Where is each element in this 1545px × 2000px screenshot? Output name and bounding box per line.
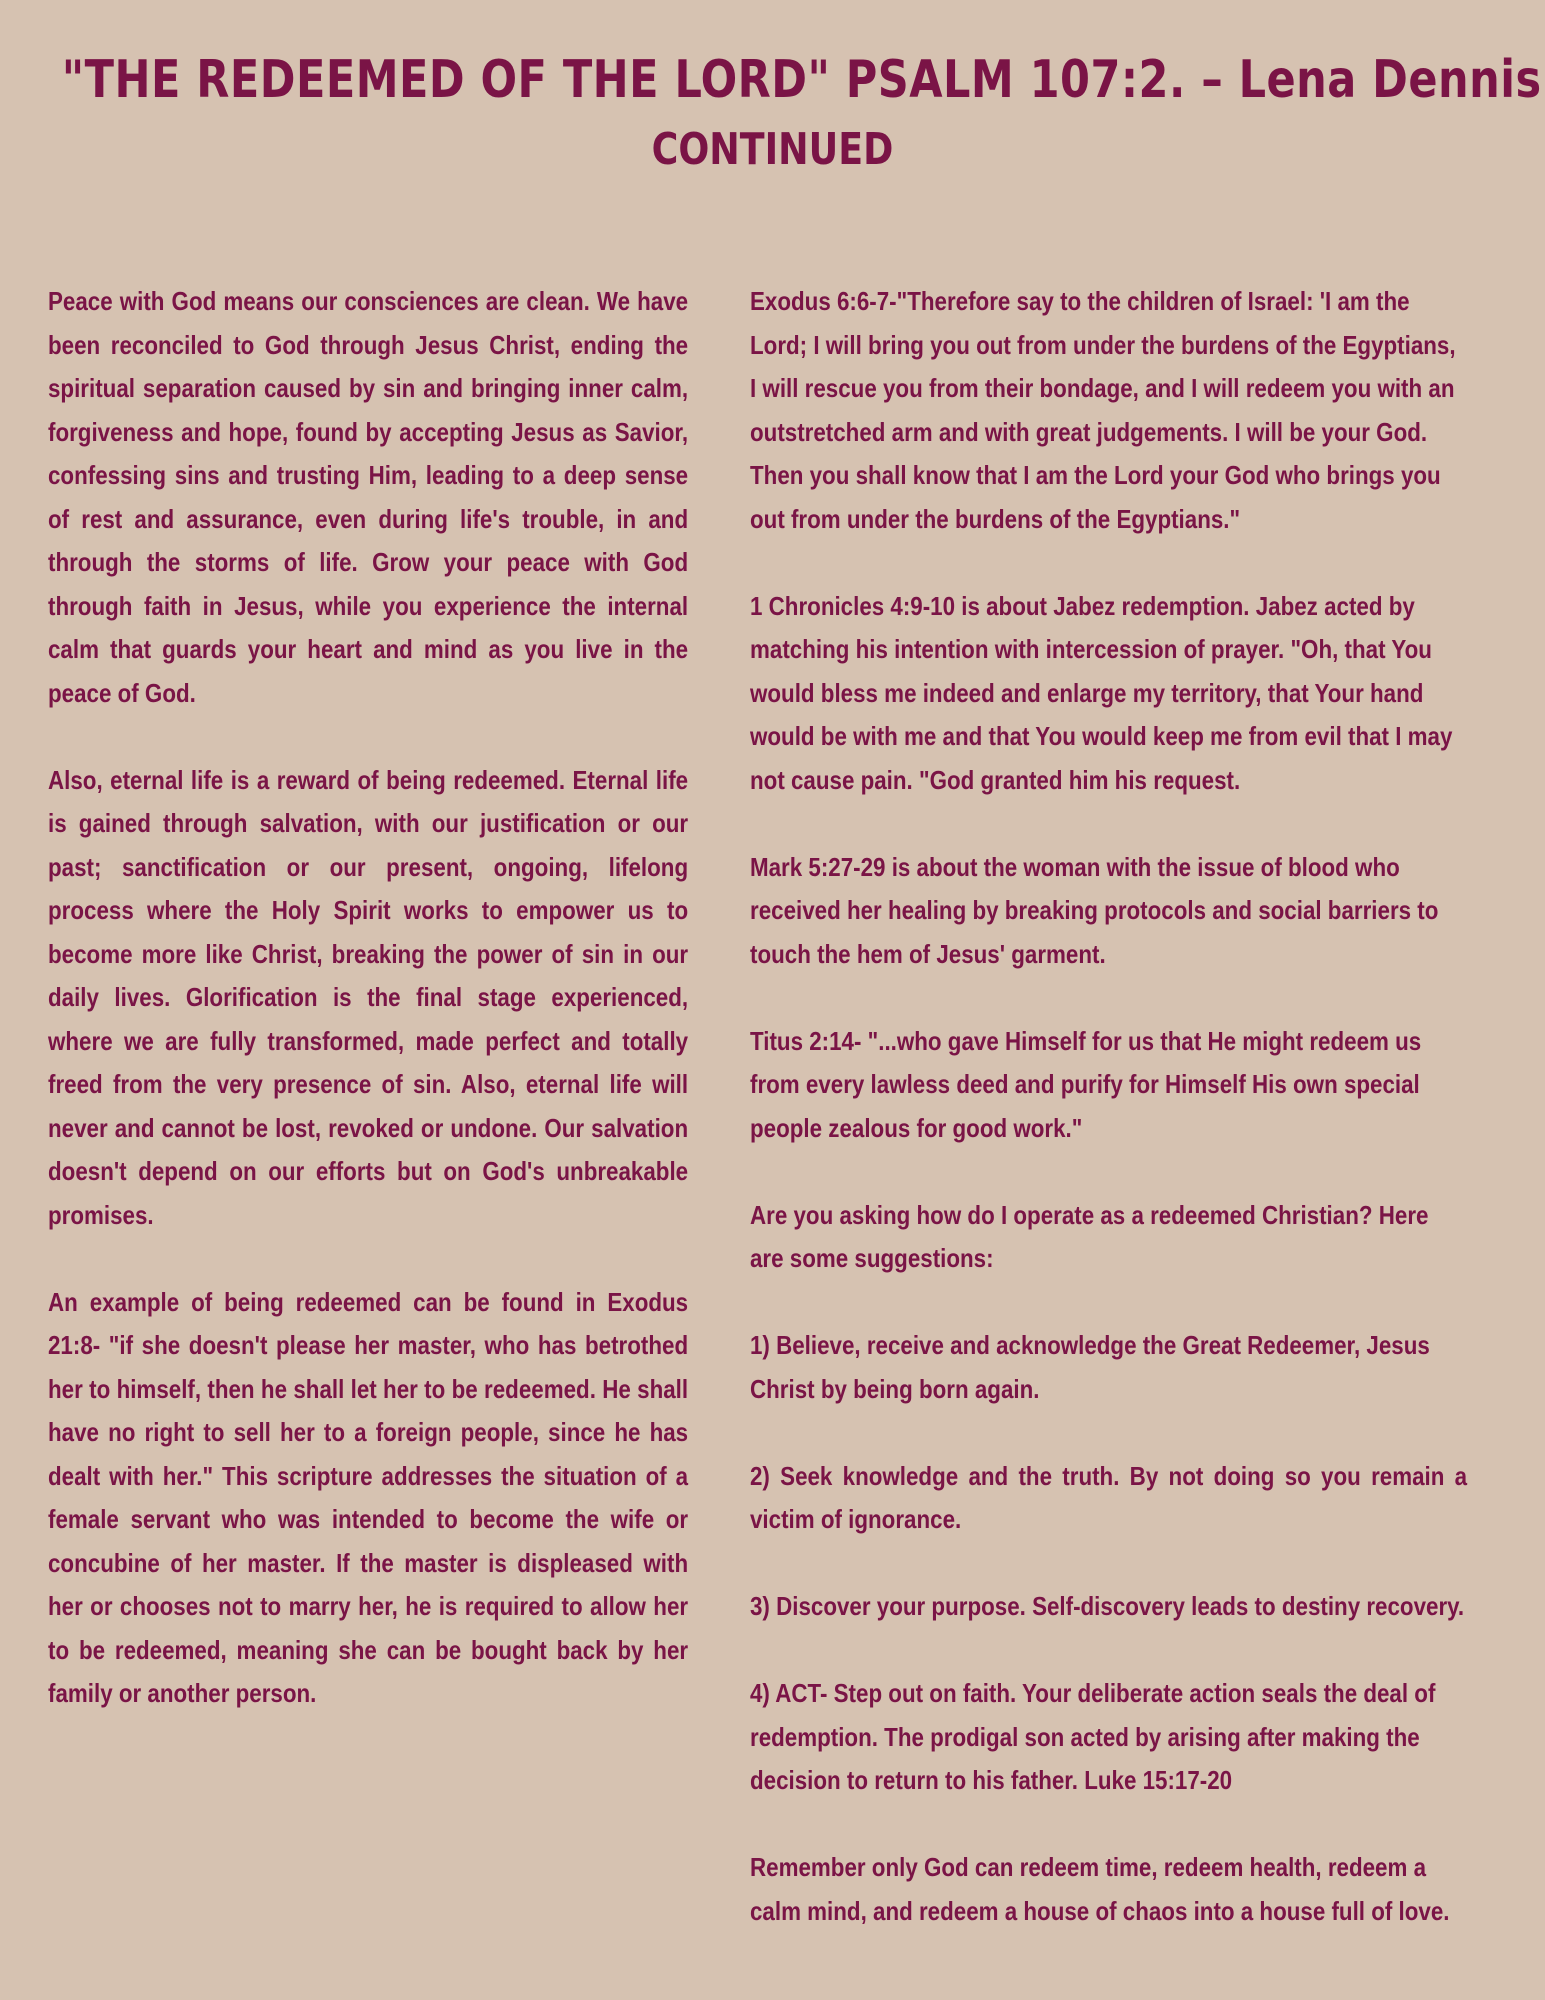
suggestion-1: 1) Believe, receive and acknowledge the Great Redeemer, Jesus Christ by being born again. <box>750 1330 1430 1404</box>
suggestion-2: 2) Seek knowledge and the truth. By not doing so you remain a victim of ignorance. <box>750 1460 1468 1534</box>
left-column <box>48 280 688 1759</box>
right-column <box>750 280 1467 1977</box>
page-title: "THE REDEEMED OF THE LORD" PSALM 107:2. – Lena Dennis <box>61 50 1542 110</box>
suggestion-4: 4) ACT- Step out on faith. Your deliberate action seals the deal of redemption. The prodigal son acted by arising after making the decision to return to his father. Luke 15:17-20 <box>750 1678 1436 1795</box>
paragraph-suggestions-intro: Are you asking how do I operate as a redeemed Christian? Here are some suggestions: <box>750 1199 1429 1273</box>
paragraph-peace-with-god: Peace with God means our consciences are clean. We have been reconciled to God through Jesus Christ, ending the spiritual separation caused by sin and bringing inner calm, forgiveness and hope, found by accepting Jesus as Savior, confessing sins and trusting Him, leading to a deep sense of rest and assurance, even during life's trouble, in and through the storms of life. Grow your peace with God through faith in Jesus, while you experience the internal calm that guards your heart and mind as you live in the peace of God. <box>48 286 689 708</box>
paragraph-eternal-life: Also, eternal life is a reward of being redeemed. Eternal life is gained through salvation, with our justification or our past; sanctification or our present, ongoing, lifelong process where the Holy Spirit works to empower us to become more like Christ, breaking the power of sin in our daily lives. Glorification is the final stage experienced, where we are fully transformed, made perfect and totally freed from the very presence of sin. Also, eternal life will never and cannot be lost, revoked or undone. Our salvation doesn't depend on our efforts but on God's unbreakable promises. <box>48 764 689 1230</box>
paragraph-1-chronicles: 1 Chronicles 4:9-10 is about Jabez redemption. Jabez acted by matching his intention with intercession of prayer. "Oh, that You would bless me indeed and enlarge my territory, that Your hand would be with me and that You would keep me from evil that I may not cause pain. "God granted him his request. <box>750 590 1453 795</box>
paragraph-closing: Remember only God can redeem time, redeem health, redeem a calm mind, and redeem a house of chaos into a house full of love. <box>750 1852 1450 1926</box>
paragraph-titus-2: Titus 2:14- "...who gave Himself for us that He might redeem us from every lawless deed and purify for Himself His own special people zealous for good work." <box>750 1025 1422 1143</box>
paragraph-exodus-21: An example of being redeemed can be found in Exodus 21:8- "if she doesn't please her master, who has betrothed her to himself, then he shall let her to be redeemed. He shall have no right to sell her to a foreign people, since he has dealt with her." This scripture addresses the situation of a female servant who was intended to become the wife or concubine of her master. If the master is displeased with her or chooses not to marry her, he is required to allow her to be redeemed, meaning she can be bought back by her family or another person. <box>48 1286 689 1708</box>
paragraph-mark-5: Mark 5:27-29 is about the woman with the issue of blood who received her healing by breaking protocols and social barriers to touch the hem of Jesus' garment. <box>750 851 1439 969</box>
page-subtitle: CONTINUED <box>651 124 894 175</box>
suggestion-3: 3) Discover your purpose. Self-discovery leads to destiny recovery. <box>750 1591 1465 1621</box>
paragraph-exodus-6: Exodus 6:6-7-"Therefore say to the children of Israel: 'I am the Lord; I will bring you out from under the burdens of the Egyptians, I will rescue you from their bondage, and I will redeem you with an outstretched arm and with great judgements. I will be your God. Then you shall know that I am the Lord your God who brings you out from under the burdens of the Egyptians." <box>750 286 1456 534</box>
